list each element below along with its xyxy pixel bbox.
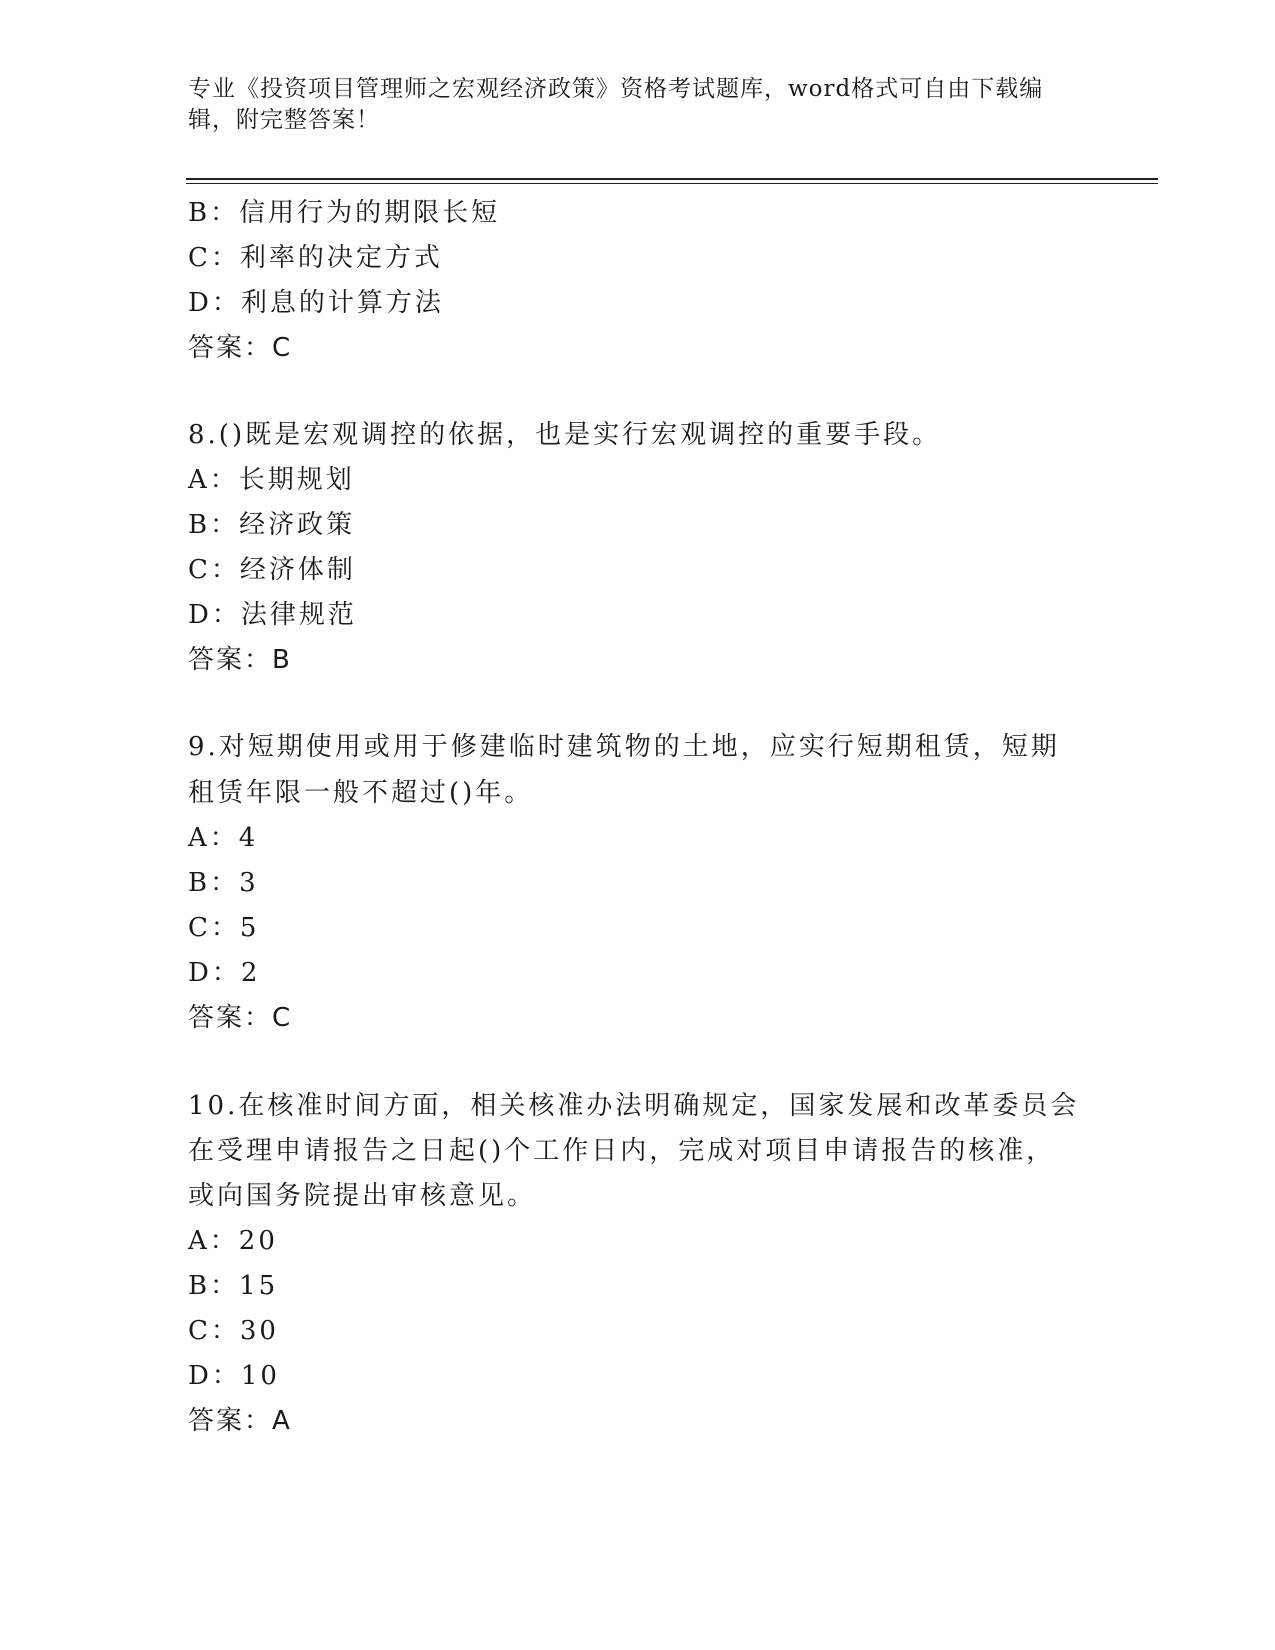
q9-answer: 答案：C: [188, 1003, 293, 1033]
q8-option-b: B：经济政策: [188, 510, 356, 540]
q8-option-a: A：长期规划: [188, 465, 355, 495]
q10-question-line-3: 或向国务院提出审核意见。: [188, 1181, 537, 1211]
q10-option-a: A：20: [188, 1226, 278, 1256]
q10-option-b: B：15: [188, 1271, 279, 1301]
q8-option-d: D：法律规范: [188, 600, 357, 630]
q9-option-b: B：3: [188, 868, 259, 898]
q10-option-c: C：30: [188, 1316, 279, 1346]
q10-option-d: D：10: [188, 1361, 280, 1391]
q7-option-b: B：信用行为的期限长短: [188, 198, 501, 228]
q9-option-a: A：4: [188, 823, 259, 853]
header-line-1: 专业《投资项目管理师之宏观经济政策》资格考试题库，word格式可自由下载编: [188, 76, 1044, 102]
q10-question-line-1: 10.在核准时间方面，相关核准办法明确规定，国家发展和改革委员会: [188, 1091, 1080, 1121]
q7-option-d: D：利息的计算方法: [188, 288, 444, 318]
q8-question: 8.()既是宏观调控的依据，也是实行宏观调控的重要手段。: [188, 420, 942, 450]
q8-answer: 答案：B: [188, 645, 292, 675]
q9-option-c: C：5: [188, 913, 260, 943]
q10-answer: 答案：A: [188, 1406, 292, 1436]
header-rule-thin: [186, 183, 1158, 184]
q8-option-c: C：经济体制: [188, 555, 356, 585]
q7-option-c: C：利率的决定方式: [188, 243, 443, 273]
q9-option-d: D：2: [188, 958, 261, 988]
header-line-2: 辑，附完整答案！: [188, 107, 380, 133]
q9-question-line-1: 9.对短期使用或用于修建临时建筑物的土地，应实行短期租赁，短期: [188, 732, 1060, 762]
q10-question-line-2: 在受理申请报告之日起()个工作日内，完成对项目申请报告的核准，: [188, 1136, 1056, 1166]
q7-answer: 答案：C: [188, 333, 293, 363]
header-rule-thick: [186, 178, 1158, 180]
q9-question-line-2: 租赁年限一般不超过()年。: [188, 778, 534, 808]
document-header: [188, 74, 1068, 136]
